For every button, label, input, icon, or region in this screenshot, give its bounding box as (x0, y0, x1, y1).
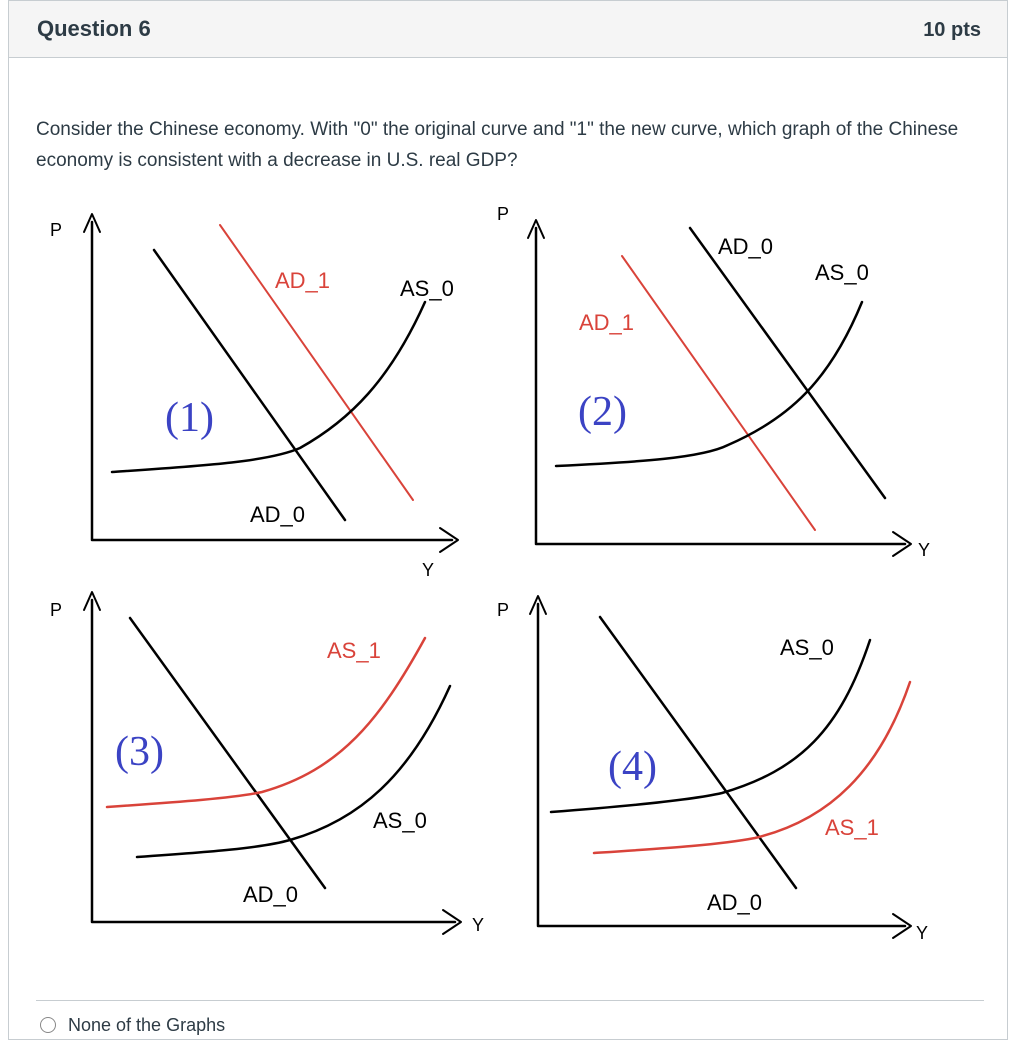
graph-1-ad1-label: AD_1 (275, 268, 331, 293)
graph-1-ad0-label: AD_0 (250, 502, 306, 527)
graph-4-as0-curve (551, 640, 870, 812)
graph-4-ad0-label: AD_0 (707, 890, 763, 915)
graph-4-y-label: Y (916, 923, 929, 943)
graph-1-axes (92, 222, 452, 540)
graph-3-ad0-label: AD_0 (243, 882, 299, 907)
graph-4-number: (4) (608, 744, 657, 790)
answer-option-none[interactable] (40, 1013, 225, 1037)
answer-divider (36, 1000, 984, 1001)
graph-1-y-label: Y (422, 560, 435, 580)
graph-3-as0-label: AS_0 (373, 808, 427, 833)
graph-4-axes (538, 604, 905, 926)
graph-4-p-label: P (497, 600, 510, 620)
graph-4 (497, 596, 928, 943)
graph-2 (497, 204, 930, 560)
graph-2-p-label: P (497, 204, 510, 224)
graph-3-as1-label: AS_1 (327, 638, 381, 663)
graph-2-ad1-curve (622, 256, 815, 530)
graph-1-ad1-curve (220, 225, 413, 500)
graph-2-ad0-label: AD_0 (718, 234, 774, 259)
graph-1-p-label: P (50, 220, 63, 240)
graph-3-number: (3) (115, 729, 164, 775)
question-title: Question 6 (37, 16, 151, 41)
answer-radio[interactable] (40, 1017, 56, 1033)
graph-4-as1-label: AS_1 (825, 815, 879, 840)
graph-3-p-label: P (50, 600, 63, 620)
question-text: Consider the Chinese economy. With "0" the original curve and "1" the new curve, which graph of the Chinese economy is consistent with a decrease in U.S. real GDP? (36, 119, 959, 171)
graph-2-as0-label: AS_0 (815, 260, 869, 285)
graph-2-number: (2) (578, 389, 627, 435)
graph-2-ad1-label: AD_1 (579, 310, 635, 335)
graph-4-as0-label: AS_0 (780, 635, 834, 660)
graph-1-as0-curve (112, 302, 425, 472)
answer-option-label: None of the Graphs (68, 1014, 226, 1035)
graph-1-number: (1) (165, 395, 214, 441)
graph-3-as1-curve (107, 638, 425, 807)
graph-3-y-label: Y (472, 915, 485, 935)
question-points: 10 pts (923, 19, 981, 41)
graph-1 (50, 214, 458, 580)
graph-2-y-label: Y (918, 540, 931, 560)
graph-3 (50, 592, 484, 935)
graph-1-as0-label: AS_0 (400, 276, 454, 301)
